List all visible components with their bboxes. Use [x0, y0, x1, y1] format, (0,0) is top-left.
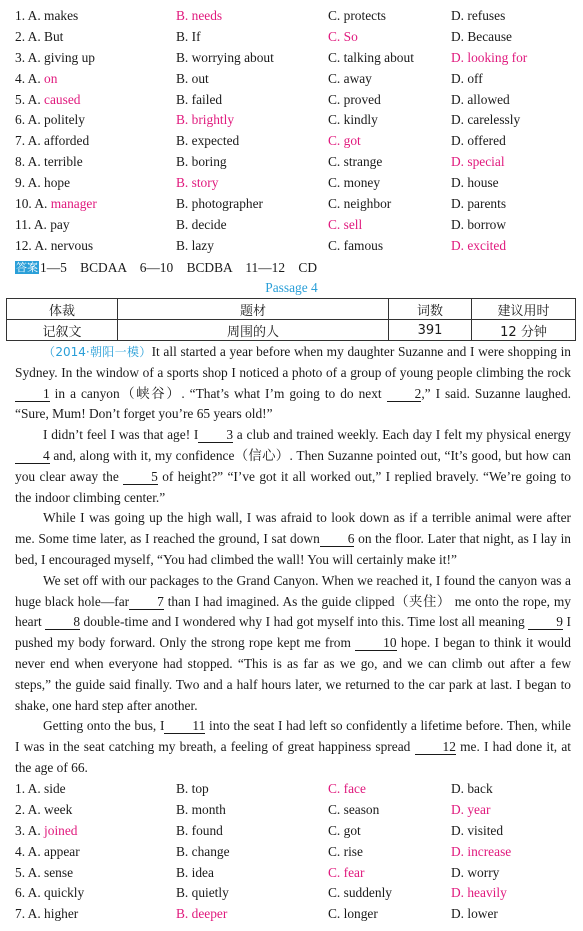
option-row	[0, 90, 583, 111]
table-header-cell: 体裁	[7, 299, 118, 320]
option-c: C. longer	[328, 906, 378, 922]
option-row	[0, 863, 583, 884]
option-a: 4. A. appear	[15, 843, 80, 859]
option-b: B. boring	[176, 154, 227, 170]
option-b: B. quietly	[176, 885, 229, 901]
option-b: B. lazy	[176, 237, 214, 253]
paragraph-5: Getting onto the bus, I 11 into the seat I had left so confidently a lifetime before. Then, while I was in the seat catching my breath, a feeling of great happiness spread 12 me. I had done it, at the age of 66.	[15, 718, 571, 775]
option-row	[0, 215, 583, 236]
option-d: D. off	[451, 70, 483, 86]
option-b: B. decide	[176, 216, 227, 232]
option-c: C. protects	[328, 8, 387, 23]
option-c: C. season	[328, 801, 380, 817]
option-b: B. If	[176, 28, 201, 44]
blank-7: 7	[129, 594, 164, 610]
option-a: 6. A. politely	[15, 112, 85, 128]
option-b: B. worrying about	[176, 49, 274, 65]
option-c: C. fear	[328, 864, 365, 880]
option-c: C. neighbor	[328, 196, 392, 212]
option-a: 5. A. sense	[15, 864, 74, 880]
option-b: B. failed	[176, 91, 223, 107]
option-a: 5. A. caused	[15, 91, 81, 107]
option-a: 4. A. on	[15, 70, 58, 86]
passage-title: Passage 4	[265, 280, 318, 295]
blank-2: 2	[387, 386, 422, 402]
option-b: B. change	[176, 843, 230, 859]
option-d: D. looking for	[451, 49, 528, 65]
option-row	[0, 48, 583, 69]
paragraph-1: （2014·朝阳一模）It all started a year before when my daughter Suzanne and I were shopping in Sydney. In the window of a sports shop I noticed a photo of a group of young people climbing the rock1 in a canyon（峡谷）. “That’s what I’m going to do next 2,” I said. Suzanne laughed. “Sure, Mum! Don’t forget you’re 65 years old!”	[15, 344, 571, 422]
option-b: B. expected	[176, 133, 240, 149]
answer-badge: 答案	[16, 261, 38, 274]
option-row	[0, 131, 583, 152]
option-c: C. rise	[328, 843, 363, 859]
option-row	[0, 110, 583, 131]
option-a: 11. A. pay	[15, 216, 70, 232]
option-d: D. Because	[451, 28, 512, 44]
option-row	[0, 236, 583, 257]
blank-10: 10	[355, 635, 396, 651]
option-d: D. back	[451, 781, 493, 796]
option-c: C. talking about	[328, 49, 414, 65]
blank-1: 1	[15, 386, 50, 402]
option-row	[0, 821, 583, 842]
blank-12: 12	[415, 739, 456, 755]
answer-text: 1—5 BCDAA 6—10 BCDBA 11—12 CD	[40, 260, 318, 275]
option-d: D. allowed	[451, 91, 510, 107]
option-a: 8. A. terrible	[15, 154, 83, 170]
option-d: D. borrow	[451, 216, 507, 232]
table-cell: 周围的人	[118, 320, 389, 341]
option-d: D. year	[451, 801, 491, 817]
blank-6: 6	[320, 531, 355, 547]
option-row	[0, 173, 583, 194]
option-c: C. strange	[328, 154, 383, 170]
info-table	[6, 298, 576, 341]
option-d: D. visited	[451, 822, 504, 838]
option-a: 2. A. But	[15, 28, 64, 44]
option-b: B. idea	[176, 864, 214, 880]
option-c: C. kindly	[328, 112, 378, 128]
paragraph-2: I didn’t feel I was that age! I 3 a club and trained weekly. Each day I felt my physical energy 4 and, along with it, my confidence（信心）. Then Suzanne pointed out, “It’s good, but how can you clear away the 5 of height?” “I’ve got it all worked out,” I replied bravely. “We’re going to the indoor climbing center.”	[15, 427, 571, 505]
option-b: B. deeper	[176, 906, 228, 922]
source-label: （2014·朝阳一模）	[43, 345, 152, 359]
option-row	[0, 194, 583, 215]
option-d: D. increase	[451, 843, 512, 859]
options-list-passage-4	[0, 779, 583, 925]
option-c: C. face	[328, 781, 366, 796]
option-a: 7. A. higher	[15, 906, 79, 922]
option-c: C. So	[328, 28, 358, 44]
option-b: B. month	[176, 801, 226, 817]
option-row	[0, 800, 583, 821]
table-cell: 391	[389, 320, 472, 341]
option-d: D. offered	[451, 133, 506, 149]
option-a: 2. A. week	[15, 801, 73, 817]
option-b: B. story	[176, 175, 219, 191]
table-header-row	[7, 299, 576, 320]
option-b: B. needs	[176, 8, 223, 23]
option-b: B. found	[176, 822, 223, 838]
table-header-cell: 题材	[118, 299, 389, 320]
option-row	[0, 904, 583, 925]
option-d: D. carelessly	[451, 112, 521, 128]
option-a: 1. A. makes	[15, 8, 79, 23]
option-b: B. brightly	[176, 112, 235, 128]
option-c: C. got	[328, 133, 361, 149]
option-a: 12. A. nervous	[15, 237, 94, 253]
blank-4: 4	[15, 448, 50, 464]
blank-11: 11	[164, 718, 205, 734]
option-d: D. heavily	[451, 885, 507, 901]
option-row	[0, 152, 583, 173]
option-d: D. special	[451, 154, 505, 170]
option-c: C. away	[328, 70, 372, 86]
option-row	[0, 6, 583, 27]
paragraph-4: We set off with our packages to the Grand Canyon. When we reached it, I found the canyon was a huge black hole—far 7 than I had imagined. As the guide clipped（夹住） me onto the rope, my heart 8 double-time and I wondered why I had got myself into this. Time lost all meaning 9 I pushed my body forward. Only the strong rope kept me from 10 hope. I began to think it would never end when everyone had stopped. “This is as far as we go, and we can climb out after a few steps,” the guide said finally. Two and a half hours later, we returned to the car park at last. I began to shake, one hard step after another.	[15, 572, 572, 713]
option-d: D. lower	[451, 906, 498, 922]
passage-body	[15, 342, 571, 779]
option-c: C. famous	[328, 237, 384, 253]
blank-9: 9	[528, 614, 563, 630]
blank-5: 5	[123, 469, 158, 485]
option-row	[0, 27, 583, 48]
table-cell: 12 分钟	[472, 320, 576, 341]
option-row	[0, 842, 583, 863]
option-d: D. refuses	[451, 8, 506, 23]
options-list-passage-3	[0, 6, 583, 257]
option-a: 3. A. joined	[15, 822, 78, 838]
option-d: D. parents	[451, 196, 507, 212]
option-d: D. house	[451, 175, 499, 191]
option-c: C. got	[328, 822, 361, 838]
option-d: D. worry	[451, 864, 500, 880]
option-row	[0, 883, 583, 904]
option-a: 7. A. afforded	[15, 133, 90, 149]
table-header-cell: 词数	[389, 299, 472, 320]
option-b: B. out	[176, 70, 209, 86]
option-a: 1. A. side	[15, 781, 66, 796]
table-row	[7, 320, 576, 341]
option-a: 3. A. giving up	[15, 49, 95, 65]
option-a: 9. A. hope	[15, 175, 71, 191]
option-c: C. sell	[328, 216, 363, 232]
option-b: B. photographer	[176, 196, 264, 212]
option-row	[0, 69, 583, 90]
paragraph-3: While I was going up the high wall, I was afraid to look down as if a terrible animal were after me. Some time later, as I reached the ground, I sat down 6 on the floor. Later that night, as I lay in bed, I encouraged myself, “You had climbed the wall! You will certainly make it!”	[15, 510, 572, 567]
option-a: 10. A. manager	[15, 196, 97, 212]
option-row	[0, 779, 583, 800]
table-cell: 记叙文	[7, 320, 118, 341]
option-a: 6. A. quickly	[15, 885, 85, 901]
option-b: B. top	[176, 781, 209, 796]
blank-3: 3	[198, 427, 233, 443]
option-c: C. proved	[328, 91, 381, 107]
option-c: C. money	[328, 175, 381, 191]
answer-line	[15, 258, 317, 278]
table-header-cell: 建议用时	[472, 299, 576, 320]
option-c: C. suddenly	[328, 885, 392, 901]
option-d: D. excited	[451, 237, 507, 253]
blank-8: 8	[45, 614, 80, 630]
